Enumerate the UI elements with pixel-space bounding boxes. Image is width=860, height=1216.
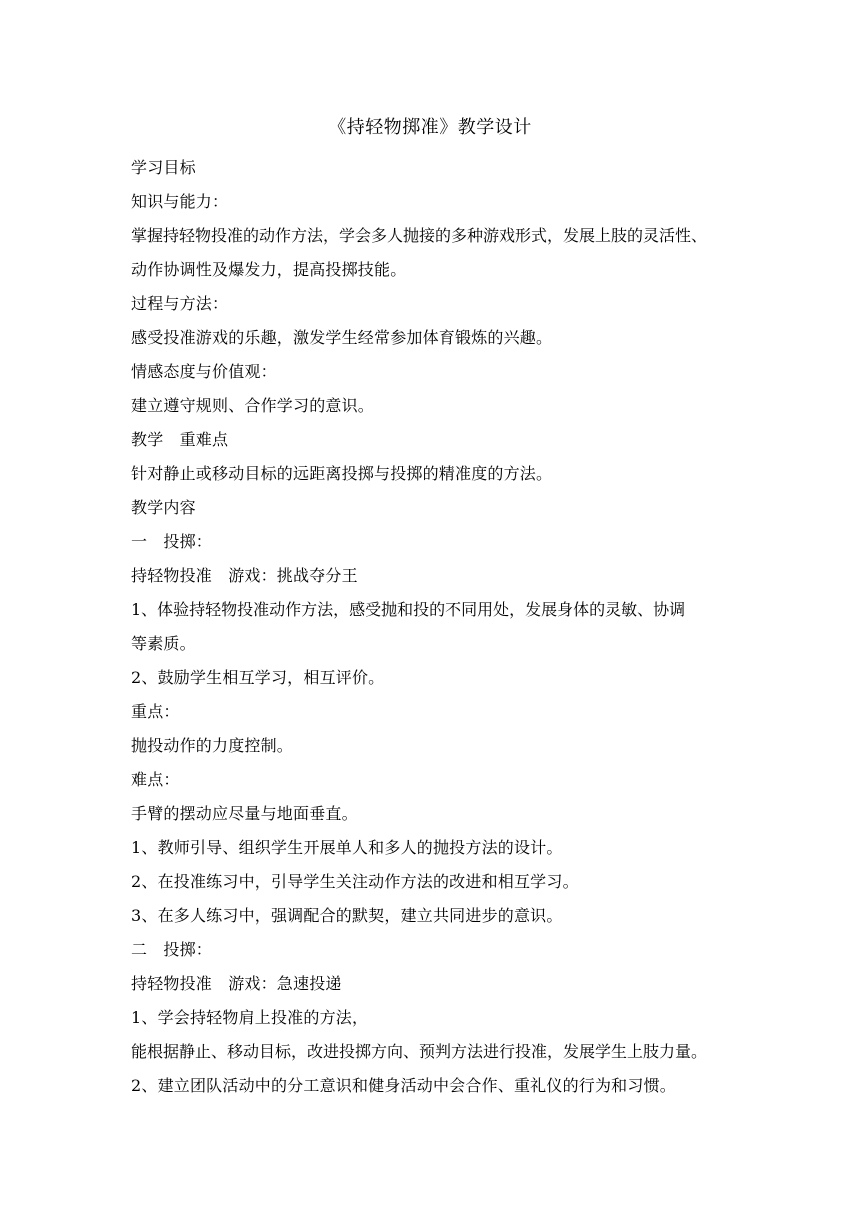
document-title: 《持轻物掷准》教学设计 — [328, 117, 532, 138]
paragraph-line: 针对静止或移动目标的远距离投掷与投掷的精准度的方法。 — [131, 464, 553, 483]
paragraph-line: 抛投动作的力度控制。 — [131, 736, 294, 755]
paragraph-line: 持轻物投准 游戏：急速投递 — [131, 974, 342, 993]
paragraph-line: 建立遵守规则、合作学习的意识。 — [131, 396, 375, 415]
paragraph-line: 1、学会持轻物肩上投准的方法， — [131, 1008, 369, 1027]
paragraph-line: 1、教师引导、组织学生开展单人和多人的抛投方法的设计。 — [131, 838, 563, 857]
document-body — [131, 158, 741, 1110]
paragraph-line: 动作协调性及爆发力，提高投掷技能。 — [131, 260, 407, 279]
subheading-difficult-point: 难点： — [131, 770, 180, 789]
paragraph-line: 掌握持轻物投准的动作方法，学会多人抛接的多种游戏形式，发展上肢的灵活性、 — [131, 226, 708, 245]
subheading-process-method: 过程与方法： — [131, 294, 229, 313]
paragraph-line: 能根据静止、移动目标，改进投掷方向、预判方法进行投准，发展学生上肢力量。 — [131, 1042, 708, 1061]
subheading-part-two: 二 投掷： — [131, 940, 213, 959]
paragraph-line: 1、体验持轻物投准动作方法，感受抛和投的不同用处，发展身体的灵敏、协调 — [131, 600, 686, 619]
section-heading-key-difficult-points: 教学 重难点 — [131, 430, 229, 449]
subheading-part-one: 一 投掷： — [131, 532, 213, 551]
section-heading-teaching-content: 教学内容 — [131, 498, 196, 517]
subheading-emotion-values: 情感态度与价值观： — [131, 362, 277, 381]
paragraph-line: 3、在多人练习中，强调配合的默契，建立共同进步的意识。 — [131, 906, 563, 925]
paragraph-line: 持轻物投准 游戏：挑战夺分王 — [131, 566, 358, 585]
section-heading-learning-goals: 学习目标 — [131, 158, 196, 177]
subheading-knowledge-ability: 知识与能力： — [131, 192, 229, 211]
paragraph-line: 等素质。 — [131, 634, 196, 653]
paragraph-line: 2、在投准练习中，引导学生关注动作方法的改进和相互学习。 — [131, 872, 579, 891]
paragraph-line: 感受投准游戏的乐趣，激发学生经常参加体育锻炼的兴趣。 — [131, 328, 553, 347]
paragraph-line: 2、建立团队活动中的分工意识和健身活动中会合作、重礼仪的行为和习惯。 — [131, 1076, 676, 1095]
subheading-key-point: 重点： — [131, 702, 180, 721]
paragraph-line: 2、鼓励学生相互学习，相互评价。 — [131, 668, 385, 687]
paragraph-line: 手臂的摆动应尽量与地面垂直。 — [131, 804, 358, 823]
